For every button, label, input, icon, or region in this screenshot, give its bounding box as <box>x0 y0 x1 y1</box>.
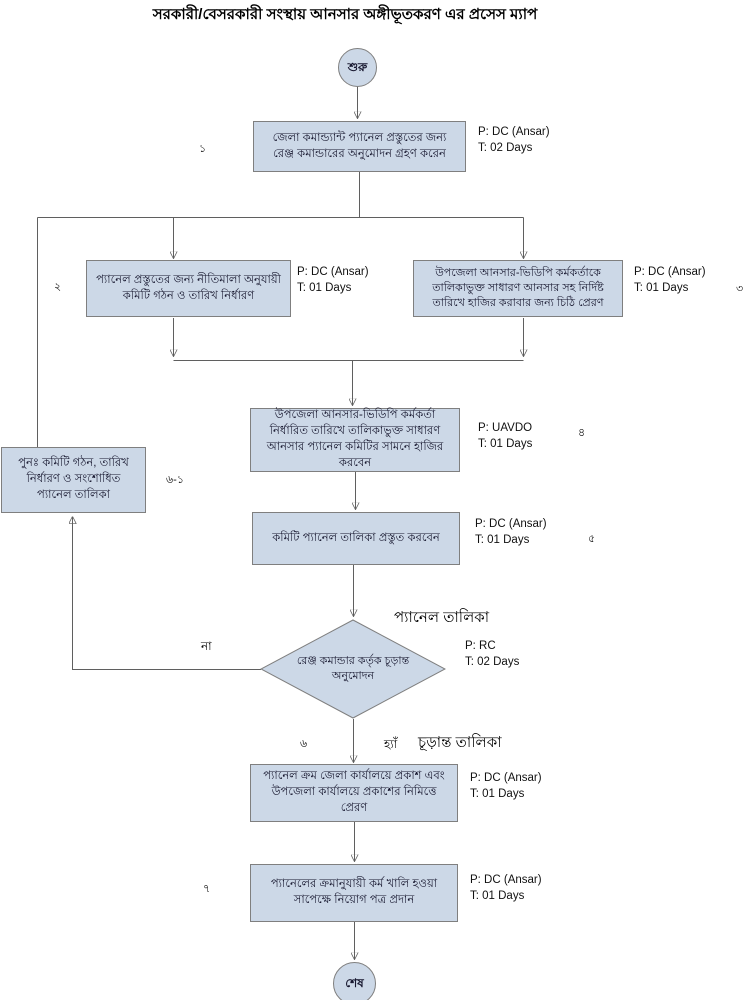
step4-time: T: 01 Days <box>478 438 533 451</box>
step4-number: ৪ <box>578 427 586 439</box>
final-list-label: চূড়ান্ত তালিকা <box>418 734 502 751</box>
feedback-box <box>1 447 146 513</box>
step6-performer: P: DC (Ansar) <box>470 772 542 784</box>
step7-performer: P: DC (Ansar) <box>470 874 542 886</box>
step3-time: T: 01 Days <box>634 282 689 295</box>
step1-performer: P: DC (Ansar) <box>478 126 550 138</box>
step1-text: জেলা কমান্ড্যান্ট প্যানেল প্রস্তুতের জন্য রেঞ্জ কমান্ডারের অনুমোদন গ্রহণ করেন <box>272 131 447 160</box>
end-label: শেষ <box>345 976 364 991</box>
step1-annotation <box>478 124 550 156</box>
decision-yes-label: হ্যাঁ <box>384 737 398 751</box>
end-terminal <box>333 962 376 1000</box>
step3-performer: P: DC (Ansar) <box>634 266 706 278</box>
decision-no-label: না <box>201 639 212 653</box>
step6-annotation <box>470 770 542 802</box>
decision-text: রেঞ্জ কমান্ডার কর্তৃক চূড়ান্ত অনুমোদন <box>296 655 410 682</box>
step7-number: ৭ <box>203 883 211 895</box>
step6-text: প্যানেল ক্রম জেলা কার্যালয়ে প্রকাশ এবং উপজেলা কার্যালয়ে প্রকাশের নিমিত্তে প্রেরণ <box>263 770 445 814</box>
page-title: সরকারী/বেসরকারী সংস্থায় আনসার অঙ্গীভূতকরণ এর প্রসেস ম্যাপ <box>152 6 538 23</box>
step4-box <box>250 408 460 472</box>
feedback-text: পুনঃ কমিটি গঠন, তারিখ নির্ধারণ ও সংশোধিত প্যানেল তালিকা <box>18 457 129 501</box>
step5-box <box>252 512 460 565</box>
decision-diamond <box>260 619 446 719</box>
step3-text: উপজেলা আনসার-ভিডিপি কর্মকর্তাকে তালিকাভুক্ত সাধারণ আনসার সহ নির্দিষ্ট তারিখে হাজির করাবার জন্য চিঠি প্রেরণ <box>432 266 604 310</box>
panel-list-label: প্যানেল তালিকা <box>394 609 490 626</box>
step2-text: প্যানেল প্রস্তুতের জন্য নীতিমালা অনুযায়ী কমিটি গঠন ও তারিখ নির্ধারণ <box>96 273 281 302</box>
start-label: শুরু <box>347 60 368 75</box>
step7-annotation <box>470 872 542 904</box>
step4-performer: P: UAVDO <box>478 422 533 434</box>
step6-number: ৬ <box>300 738 308 750</box>
step2-annotation <box>297 264 369 296</box>
step7-box <box>250 864 458 922</box>
step1-number: ১ <box>199 143 207 155</box>
step7-time: T: 01 Days <box>470 890 525 903</box>
step3-annotation <box>634 264 706 296</box>
step6-time: T: 01 Days <box>470 788 525 801</box>
step6-box <box>250 764 458 822</box>
feedback-number: ৬-১ <box>166 474 184 486</box>
step5-text: কমিটি প্যানেল তালিকা প্রস্তুত করবেন <box>272 531 440 544</box>
step7-text: প্যানেলের ক্রমানুযায়ী কর্ম খালি হওয়া সাপেক্ষে নিয়োগ পত্র প্রদান <box>270 878 438 906</box>
connector-decision-no-feedback <box>73 517 262 670</box>
step2-time: T: 01 Days <box>297 282 352 295</box>
start-terminal <box>338 48 377 87</box>
step2-performer: P: DC (Ansar) <box>297 266 369 278</box>
step3-number: ৩ <box>736 283 744 295</box>
step1-box <box>253 121 466 172</box>
step2-box <box>86 260 291 317</box>
step5-number: ৫ <box>588 533 596 545</box>
decision-performer: P: RC <box>465 640 496 652</box>
step2-number: ২ <box>54 281 62 293</box>
step4-text: উপজেলা আনসার-ভিডিপি কর্মকর্তা নির্ধারিত তারিখে তালিকাভুক্ত সাধারণ আনসার প্যানেল কমিটির সামনে হাজির করবেন <box>266 409 444 469</box>
step5-performer: P: DC (Ansar) <box>475 518 547 530</box>
step5-annotation <box>475 516 547 548</box>
step4-annotation <box>478 420 532 452</box>
step3-box <box>413 260 623 317</box>
step5-time: T: 01 Days <box>475 534 530 547</box>
decision-time: T: 02 Days <box>465 656 520 669</box>
decision-annotation <box>465 638 519 670</box>
step1-time: T: 02 Days <box>478 142 533 155</box>
